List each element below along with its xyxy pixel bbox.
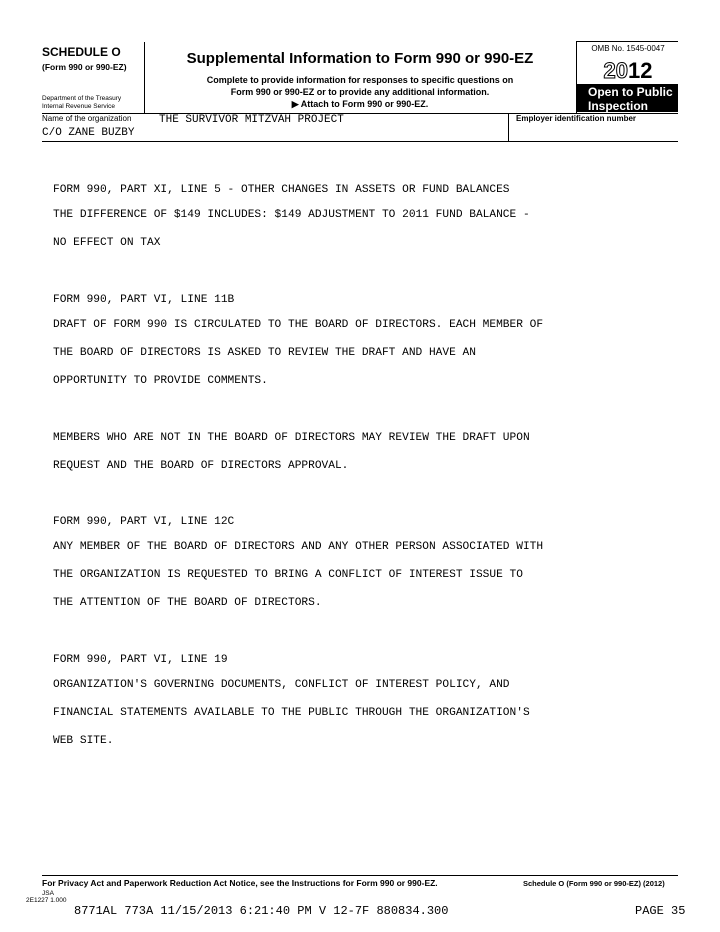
footer-rule xyxy=(42,875,678,876)
ein-divider xyxy=(508,113,509,141)
header-top-rule-right xyxy=(576,41,678,42)
body-line: THE BOARD OF DIRECTORS IS ASKED TO REVIEW THE DRAFT AND HAVE AN xyxy=(53,347,476,359)
body-line: THE DIFFERENCE OF $149 INCLUDES: $149 ADJUSTMENT TO 2011 FUND BALANCE - xyxy=(53,209,530,221)
instruction-line-3: ▶ Attach to Form 990 or 990-EZ. xyxy=(291,99,429,109)
body-line: FORM 990, PART XI, LINE 5 - OTHER CHANGES IN ASSETS OR FUND BALANCES xyxy=(53,184,510,196)
form-title: Supplemental Information to Form 990 or 990-EZ xyxy=(186,50,534,67)
tax-year-prefix: 20 xyxy=(603,58,628,83)
body-line: NO EFFECT ON TAX xyxy=(53,237,161,249)
schedule-title: SCHEDULE O xyxy=(42,45,121,59)
open-to-public-line-1: Open to Public xyxy=(588,85,673,99)
body-line: REQUEST AND THE BOARD OF DIRECTORS APPROVAL. xyxy=(53,460,349,472)
department-line-2: Internal Revenue Service xyxy=(42,103,115,110)
schedule-reference: Schedule O (Form 990 or 990-EZ) (2012) xyxy=(523,879,665,888)
jsa-code: 2E1227 1.000 xyxy=(26,897,67,904)
print-identifier: 8771AL 773A 11/15/2013 6:21:40 PM V 12-7F 880834.300 xyxy=(74,904,449,918)
body-line: OPPORTUNITY TO PROVIDE COMMENTS. xyxy=(53,375,268,387)
body-line: FINANCIAL STATEMENTS AVAILABLE TO THE PUBLIC THROUGH THE ORGANIZATION'S xyxy=(53,707,530,719)
org-name-value: THE SURVIVOR MITZVAH PROJECT xyxy=(159,114,344,126)
body-line: WEB SITE. xyxy=(53,735,114,747)
schedule-subtitle: (Form 990 or 990-EZ) xyxy=(42,62,127,72)
body-line: MEMBERS WHO ARE NOT IN THE BOARD OF DIRECTORS MAY REVIEW THE DRAFT UPON xyxy=(53,432,530,444)
department-label xyxy=(42,95,121,111)
ein-label: Employer identification number xyxy=(516,114,637,123)
instruction-line-1: Complete to provide information for responses to specific questions on xyxy=(206,75,514,85)
body-line: ANY MEMBER OF THE BOARD OF DIRECTORS AND ANY OTHER PERSON ASSOCIATED WITH xyxy=(53,541,544,553)
body-line: THE ORGANIZATION IS REQUESTED TO BRING A CONFLICT OF INTEREST ISSUE TO xyxy=(53,569,523,581)
open-to-public-badge xyxy=(576,84,678,112)
page-number: PAGE 35 xyxy=(635,904,686,918)
department-line-1: Department of the Treasury xyxy=(42,95,122,102)
body-line: FORM 990, PART VI, LINE 11B xyxy=(53,294,235,306)
body-line: DRAFT OF FORM 990 IS CIRCULATED TO THE BOARD OF DIRECTORS. EACH MEMBER OF xyxy=(53,319,544,331)
instruction-line-2: Form 990 or 990-EZ or to provide any additional information. xyxy=(230,87,490,97)
jsa-label: JSA xyxy=(42,890,54,897)
tax-year-suffix: 12 xyxy=(628,58,653,83)
open-to-public-line-2: Inspection xyxy=(588,99,649,113)
omb-number: OMB No. 1545-0047 xyxy=(591,44,665,53)
org-name-label: Name of the organization xyxy=(42,114,132,123)
org-care-of-value: C/O ZANE BUZBY xyxy=(42,127,135,139)
tax-year xyxy=(578,58,678,84)
privacy-notice: For Privacy Act and Paperwork Reduction Act Notice, see the Instructions for Form 990 or 990-EZ. xyxy=(42,878,438,888)
body-line: FORM 990, PART VI, LINE 19 xyxy=(53,654,228,666)
body-line: ORGANIZATION'S GOVERNING DOCUMENTS, CONFLICT OF INTEREST POLICY, AND xyxy=(53,679,510,691)
name-row-rule xyxy=(42,141,678,142)
body-line: THE ATTENTION OF THE BOARD OF DIRECTORS. xyxy=(53,597,322,609)
body-line: FORM 990, PART VI, LINE 12C xyxy=(53,516,235,528)
